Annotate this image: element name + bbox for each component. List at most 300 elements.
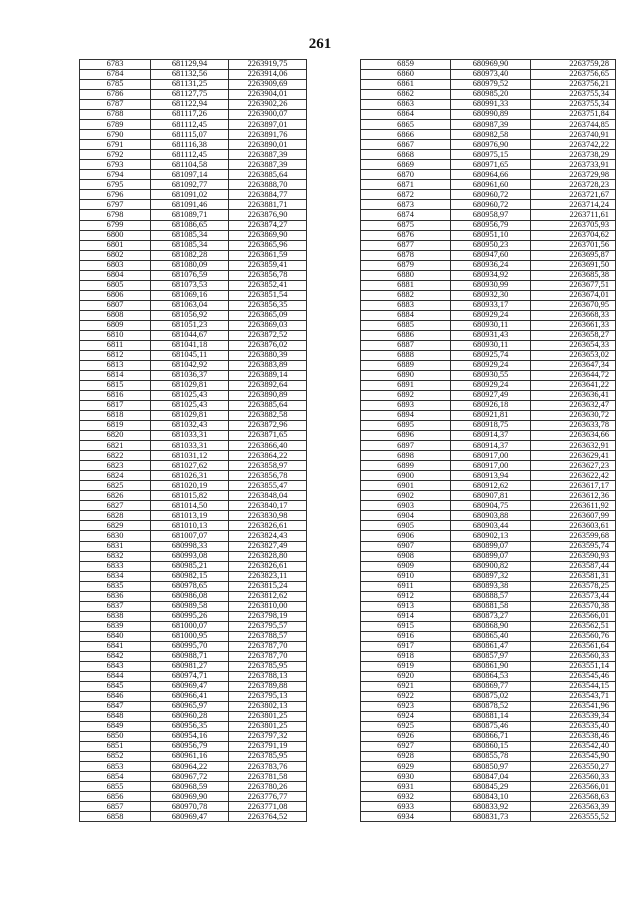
y-coordinate-cell: 2263872,52: [229, 330, 307, 340]
point-number-cell: 6888: [361, 350, 451, 360]
x-coordinate-cell: 681127,75: [151, 90, 229, 100]
y-coordinate-cell: 2263742,22: [531, 140, 616, 150]
y-coordinate-cell: 2263789,88: [229, 681, 307, 691]
x-coordinate-cell: 680903,88: [451, 511, 531, 521]
point-number-cell: 6866: [361, 130, 451, 140]
x-coordinate-cell: 680864,53: [451, 671, 531, 681]
table-row: [361, 661, 616, 671]
point-number-cell: 6839: [80, 621, 151, 631]
point-number-cell: 6873: [361, 200, 451, 210]
x-coordinate-cell: 680965,97: [151, 702, 229, 712]
x-coordinate-cell: 681086,65: [151, 220, 229, 230]
table-row: [80, 471, 307, 481]
x-coordinate-cell: 681032,43: [151, 421, 229, 431]
y-coordinate-cell: 2263785,95: [229, 752, 307, 762]
point-number-cell: 6802: [80, 250, 151, 260]
table-row: [80, 431, 307, 441]
y-coordinate-cell: 2263856,78: [229, 270, 307, 280]
y-coordinate-cell: 2263570,38: [531, 601, 616, 611]
y-coordinate-cell: 2263634,66: [531, 431, 616, 441]
point-number-cell: 6824: [80, 471, 151, 481]
table-row: [80, 170, 307, 180]
x-coordinate-cell: 680918,75: [451, 421, 531, 431]
table-row: [80, 230, 307, 240]
table-row: [361, 290, 616, 300]
table-row: [361, 531, 616, 541]
point-number-cell: 6929: [361, 762, 451, 772]
table-row: [80, 250, 307, 260]
x-coordinate-cell: 681010,13: [151, 521, 229, 531]
point-number-cell: 6916: [361, 631, 451, 641]
table-row: [80, 370, 307, 380]
table-row: [361, 370, 616, 380]
x-coordinate-cell: 680956,35: [151, 722, 229, 732]
table-row: [361, 742, 616, 752]
point-number-cell: 6821: [80, 441, 151, 451]
y-coordinate-cell: 2263919,75: [229, 60, 307, 70]
point-number-cell: 6834: [80, 571, 151, 581]
table-row: [361, 581, 616, 591]
table-row: [361, 511, 616, 521]
point-number-cell: 6844: [80, 671, 151, 681]
point-number-cell: 6838: [80, 611, 151, 621]
point-number-cell: 6801: [80, 240, 151, 250]
point-number-cell: 6858: [80, 812, 151, 822]
table-row: [80, 411, 307, 421]
table-row: [361, 681, 616, 691]
table-row: [361, 772, 616, 782]
x-coordinate-cell: 680873,27: [451, 611, 531, 621]
table-row: [361, 481, 616, 491]
y-coordinate-cell: 2263810,00: [229, 601, 307, 611]
x-coordinate-cell: 681027,62: [151, 461, 229, 471]
x-coordinate-cell: 680866,71: [451, 732, 531, 742]
point-number-cell: 6898: [361, 451, 451, 461]
table-row: [80, 762, 307, 772]
table-row: [361, 170, 616, 180]
table-row: [361, 601, 616, 611]
table-row: [80, 691, 307, 701]
y-coordinate-cell: 2263888,70: [229, 180, 307, 190]
point-number-cell: 6831: [80, 541, 151, 551]
x-coordinate-cell: 680930,11: [451, 340, 531, 350]
point-number-cell: 6855: [80, 782, 151, 792]
y-coordinate-cell: 2263801,25: [229, 722, 307, 732]
point-number-cell: 6787: [80, 100, 151, 110]
x-coordinate-cell: 680978,65: [151, 581, 229, 591]
point-number-cell: 6809: [80, 320, 151, 330]
point-number-cell: 6796: [80, 190, 151, 200]
point-number-cell: 6790: [80, 130, 151, 140]
y-coordinate-cell: 2263871,65: [229, 431, 307, 441]
x-coordinate-cell: 680969,47: [151, 681, 229, 691]
y-coordinate-cell: 2263889,14: [229, 370, 307, 380]
table-row: [80, 160, 307, 170]
table-row: [80, 561, 307, 571]
x-coordinate-cell: 681063,04: [151, 300, 229, 310]
table-row: [80, 742, 307, 752]
point-number-cell: 6883: [361, 300, 451, 310]
x-coordinate-cell: 680843,10: [451, 792, 531, 802]
table-row: [80, 722, 307, 732]
y-coordinate-cell: 2263705,93: [531, 220, 616, 230]
point-number-cell: 6827: [80, 501, 151, 511]
point-number-cell: 6837: [80, 601, 151, 611]
point-number-cell: 6784: [80, 70, 151, 80]
x-coordinate-cell: 680868,90: [451, 621, 531, 631]
point-number-cell: 6789: [80, 120, 151, 130]
table-row: [80, 591, 307, 601]
y-coordinate-cell: 2263881,71: [229, 200, 307, 210]
y-coordinate-cell: 2263900,07: [229, 110, 307, 120]
x-coordinate-cell: 680878,52: [451, 702, 531, 712]
y-coordinate-cell: 2263759,28: [531, 60, 616, 70]
table-row: [80, 451, 307, 461]
point-number-cell: 6820: [80, 431, 151, 441]
point-number-cell: 6791: [80, 140, 151, 150]
x-coordinate-cell: 680979,52: [451, 80, 531, 90]
x-coordinate-cell: 681117,26: [151, 110, 229, 120]
y-coordinate-cell: 2263890,89: [229, 391, 307, 401]
coordinates-table-left: [79, 59, 307, 822]
y-coordinate-cell: 2263738,29: [531, 150, 616, 160]
point-number-cell: 6923: [361, 702, 451, 712]
x-coordinate-cell: 680861,90: [451, 661, 531, 671]
point-number-cell: 6877: [361, 240, 451, 250]
point-number-cell: 6818: [80, 411, 151, 421]
table-row: [361, 792, 616, 802]
table-row: [361, 350, 616, 360]
table-row: [361, 180, 616, 190]
point-number-cell: 6843: [80, 661, 151, 671]
x-coordinate-cell: 680976,90: [451, 140, 531, 150]
x-coordinate-cell: 680912,62: [451, 481, 531, 491]
table-row: [361, 501, 616, 511]
table-row: [361, 421, 616, 431]
point-number-cell: 6799: [80, 220, 151, 230]
x-coordinate-cell: 680833,92: [451, 802, 531, 812]
x-coordinate-cell: 681042,92: [151, 360, 229, 370]
y-coordinate-cell: 2263603,61: [531, 521, 616, 531]
y-coordinate-cell: 2263653,02: [531, 350, 616, 360]
y-coordinate-cell: 2263647,34: [531, 360, 616, 370]
point-number-cell: 6881: [361, 280, 451, 290]
y-coordinate-cell: 2263914,06: [229, 70, 307, 80]
point-number-cell: 6912: [361, 591, 451, 601]
y-coordinate-cell: 2263869,90: [229, 230, 307, 240]
y-coordinate-cell: 2263685,38: [531, 270, 616, 280]
table-row: [80, 200, 307, 210]
table-row: [80, 120, 307, 130]
y-coordinate-cell: 2263541,96: [531, 702, 616, 712]
y-coordinate-cell: 2263802,13: [229, 702, 307, 712]
point-number-cell: 6861: [361, 80, 451, 90]
point-number-cell: 6894: [361, 411, 451, 421]
x-coordinate-cell: 680914,37: [451, 441, 531, 451]
y-coordinate-cell: 2263617,17: [531, 481, 616, 491]
y-coordinate-cell: 2263658,27: [531, 330, 616, 340]
y-coordinate-cell: 2263566,01: [531, 611, 616, 621]
y-coordinate-cell: 2263677,51: [531, 280, 616, 290]
point-number-cell: 6815: [80, 381, 151, 391]
table-row: [80, 802, 307, 812]
x-coordinate-cell: 681031,12: [151, 451, 229, 461]
x-coordinate-cell: 680954,16: [151, 732, 229, 742]
point-number-cell: 6865: [361, 120, 451, 130]
table-row: [361, 551, 616, 561]
x-coordinate-cell: 681033,31: [151, 441, 229, 451]
y-coordinate-cell: 2263876,90: [229, 210, 307, 220]
point-number-cell: 6797: [80, 200, 151, 210]
x-coordinate-cell: 681041,18: [151, 340, 229, 350]
x-coordinate-cell: 681112,45: [151, 150, 229, 160]
table-row: [80, 712, 307, 722]
point-number-cell: 6807: [80, 300, 151, 310]
point-number-cell: 6854: [80, 772, 151, 782]
x-coordinate-cell: 680930,11: [451, 320, 531, 330]
x-coordinate-cell: 680958,97: [451, 210, 531, 220]
point-number-cell: 6806: [80, 290, 151, 300]
point-number-cell: 6926: [361, 732, 451, 742]
point-number-cell: 6919: [361, 661, 451, 671]
point-number-cell: 6785: [80, 80, 151, 90]
table-row: [80, 782, 307, 792]
point-number-cell: 6805: [80, 280, 151, 290]
table-row: [80, 792, 307, 802]
x-coordinate-cell: 681025,43: [151, 391, 229, 401]
x-coordinate-cell: 680921,81: [451, 411, 531, 421]
y-coordinate-cell: 2263756,65: [531, 70, 616, 80]
y-coordinate-cell: 2263858,97: [229, 461, 307, 471]
x-coordinate-cell: 680967,72: [151, 772, 229, 782]
point-number-cell: 6803: [80, 260, 151, 270]
point-number-cell: 6893: [361, 401, 451, 411]
y-coordinate-cell: 2263797,32: [229, 732, 307, 742]
y-coordinate-cell: 2263633,78: [531, 421, 616, 431]
table-row: [80, 190, 307, 200]
y-coordinate-cell: 2263728,23: [531, 180, 616, 190]
x-coordinate-cell: 680987,39: [451, 120, 531, 130]
x-coordinate-cell: 680902,13: [451, 531, 531, 541]
y-coordinate-cell: 2263568,63: [531, 792, 616, 802]
table-row: [80, 391, 307, 401]
point-number-cell: 6853: [80, 762, 151, 772]
table-row: [80, 280, 307, 290]
x-coordinate-cell: 680929,24: [451, 360, 531, 370]
table-row: [361, 300, 616, 310]
x-coordinate-cell: 680860,15: [451, 742, 531, 752]
y-coordinate-cell: 2263848,04: [229, 491, 307, 501]
y-coordinate-cell: 2263856,78: [229, 471, 307, 481]
x-coordinate-cell: 680973,40: [451, 70, 531, 80]
table-body: [361, 60, 616, 822]
y-coordinate-cell: 2263654,33: [531, 340, 616, 350]
x-coordinate-cell: 680995,26: [151, 611, 229, 621]
table-row: [80, 350, 307, 360]
x-coordinate-cell: 680929,24: [451, 310, 531, 320]
point-number-cell: 6915: [361, 621, 451, 631]
x-coordinate-cell: 680893,38: [451, 581, 531, 591]
point-number-cell: 6922: [361, 691, 451, 701]
point-number-cell: 6846: [80, 691, 151, 701]
table-row: [361, 752, 616, 762]
point-number-cell: 6933: [361, 802, 451, 812]
x-coordinate-cell: 680988,71: [151, 651, 229, 661]
y-coordinate-cell: 2263866,40: [229, 441, 307, 451]
point-number-cell: 6918: [361, 651, 451, 661]
point-number-cell: 6816: [80, 391, 151, 401]
y-coordinate-cell: 2263538,46: [531, 732, 616, 742]
table-row: [80, 441, 307, 451]
y-coordinate-cell: 2263791,19: [229, 742, 307, 752]
point-number-cell: 6931: [361, 782, 451, 792]
table-row: [80, 641, 307, 651]
y-coordinate-cell: 2263795,57: [229, 621, 307, 631]
x-coordinate-cell: 681045,11: [151, 350, 229, 360]
y-coordinate-cell: 2263883,89: [229, 360, 307, 370]
table-row: [361, 250, 616, 260]
table-row: [361, 782, 616, 792]
point-number-cell: 6887: [361, 340, 451, 350]
y-coordinate-cell: 2263729,98: [531, 170, 616, 180]
y-coordinate-cell: 2263880,39: [229, 350, 307, 360]
point-number-cell: 6825: [80, 481, 151, 491]
point-number-cell: 6896: [361, 431, 451, 441]
y-coordinate-cell: 2263892,64: [229, 381, 307, 391]
x-coordinate-cell: 681092,77: [151, 180, 229, 190]
x-coordinate-cell: 680969,90: [151, 792, 229, 802]
y-coordinate-cell: 2263859,41: [229, 260, 307, 270]
point-number-cell: 6908: [361, 551, 451, 561]
x-coordinate-cell: 681080,09: [151, 260, 229, 270]
y-coordinate-cell: 2263560,33: [531, 651, 616, 661]
y-coordinate-cell: 2263563,39: [531, 802, 616, 812]
y-coordinate-cell: 2263776,77: [229, 792, 307, 802]
y-coordinate-cell: 2263632,47: [531, 401, 616, 411]
x-coordinate-cell: 680831,73: [451, 812, 531, 822]
table-row: [80, 631, 307, 641]
x-coordinate-cell: 680881,58: [451, 601, 531, 611]
x-coordinate-cell: 680929,24: [451, 381, 531, 391]
table-row: [80, 150, 307, 160]
point-number-cell: 6911: [361, 581, 451, 591]
table-row: [80, 681, 307, 691]
x-coordinate-cell: 681104,58: [151, 160, 229, 170]
x-coordinate-cell: 680875,46: [451, 722, 531, 732]
table-row: [80, 60, 307, 70]
y-coordinate-cell: 2263876,02: [229, 340, 307, 350]
point-number-cell: 6817: [80, 401, 151, 411]
table-row: [361, 110, 616, 120]
x-coordinate-cell: 681082,28: [151, 250, 229, 260]
x-coordinate-cell: 680881,14: [451, 712, 531, 722]
x-coordinate-cell: 680981,27: [151, 661, 229, 671]
point-number-cell: 6819: [80, 421, 151, 431]
point-number-cell: 6910: [361, 571, 451, 581]
y-coordinate-cell: 2263840,17: [229, 501, 307, 511]
table-row: [361, 812, 616, 822]
x-coordinate-cell: 681115,07: [151, 130, 229, 140]
point-number-cell: 6886: [361, 330, 451, 340]
x-coordinate-cell: 681131,25: [151, 80, 229, 90]
table-row: [80, 551, 307, 561]
table-row: [80, 270, 307, 280]
point-number-cell: 6872: [361, 190, 451, 200]
table-row: [361, 571, 616, 581]
x-coordinate-cell: 680975,15: [451, 150, 531, 160]
x-coordinate-cell: 681056,92: [151, 310, 229, 320]
point-number-cell: 6814: [80, 370, 151, 380]
table-row: [361, 431, 616, 441]
table-row: [80, 571, 307, 581]
x-coordinate-cell: 681085,34: [151, 240, 229, 250]
table-row: [80, 752, 307, 762]
x-coordinate-cell: 681029,81: [151, 381, 229, 391]
page-number: 261: [308, 36, 332, 52]
y-coordinate-cell: 2263740,91: [531, 130, 616, 140]
point-number-cell: 6934: [361, 812, 451, 822]
table-row: [80, 812, 307, 822]
table-row: [80, 310, 307, 320]
point-number-cell: 6794: [80, 170, 151, 180]
table-row: [361, 280, 616, 290]
point-number-cell: 6879: [361, 260, 451, 270]
point-number-cell: 6783: [80, 60, 151, 70]
point-number-cell: 6864: [361, 110, 451, 120]
x-coordinate-cell: 681112,45: [151, 120, 229, 130]
y-coordinate-cell: 2263539,34: [531, 712, 616, 722]
table-row: [361, 100, 616, 110]
x-coordinate-cell: 680936,24: [451, 260, 531, 270]
x-coordinate-cell: 680982,58: [451, 130, 531, 140]
point-number-cell: 6856: [80, 792, 151, 802]
y-coordinate-cell: 2263632,91: [531, 441, 616, 451]
x-coordinate-cell: 681051,23: [151, 320, 229, 330]
point-number-cell: 6932: [361, 792, 451, 802]
point-number-cell: 6823: [80, 461, 151, 471]
table-row: [361, 270, 616, 280]
y-coordinate-cell: 2263824,43: [229, 531, 307, 541]
table-row: [361, 70, 616, 80]
x-coordinate-cell: 680960,28: [151, 712, 229, 722]
point-number-cell: 6822: [80, 451, 151, 461]
x-coordinate-cell: 680971,65: [451, 160, 531, 170]
x-coordinate-cell: 680899,07: [451, 551, 531, 561]
y-coordinate-cell: 2263636,41: [531, 391, 616, 401]
x-coordinate-cell: 680956,79: [151, 742, 229, 752]
y-coordinate-cell: 2263599,68: [531, 531, 616, 541]
table-row: [80, 401, 307, 411]
table-row: [361, 631, 616, 641]
y-coordinate-cell: 2263882,58: [229, 411, 307, 421]
point-number-cell: 6874: [361, 210, 451, 220]
table-row: [80, 702, 307, 712]
point-number-cell: 6812: [80, 350, 151, 360]
table-row: [361, 401, 616, 411]
point-number-cell: 6924: [361, 712, 451, 722]
y-coordinate-cell: 2263668,33: [531, 310, 616, 320]
x-coordinate-cell: 680956,79: [451, 220, 531, 230]
x-coordinate-cell: 680900,82: [451, 561, 531, 571]
y-coordinate-cell: 2263691,50: [531, 260, 616, 270]
table-row: [80, 220, 307, 230]
x-coordinate-cell: 680989,58: [151, 601, 229, 611]
x-coordinate-cell: 680861,47: [451, 641, 531, 651]
table-row: [361, 712, 616, 722]
y-coordinate-cell: 2263674,01: [531, 290, 616, 300]
y-coordinate-cell: 2263897,01: [229, 120, 307, 130]
y-coordinate-cell: 2263855,47: [229, 481, 307, 491]
